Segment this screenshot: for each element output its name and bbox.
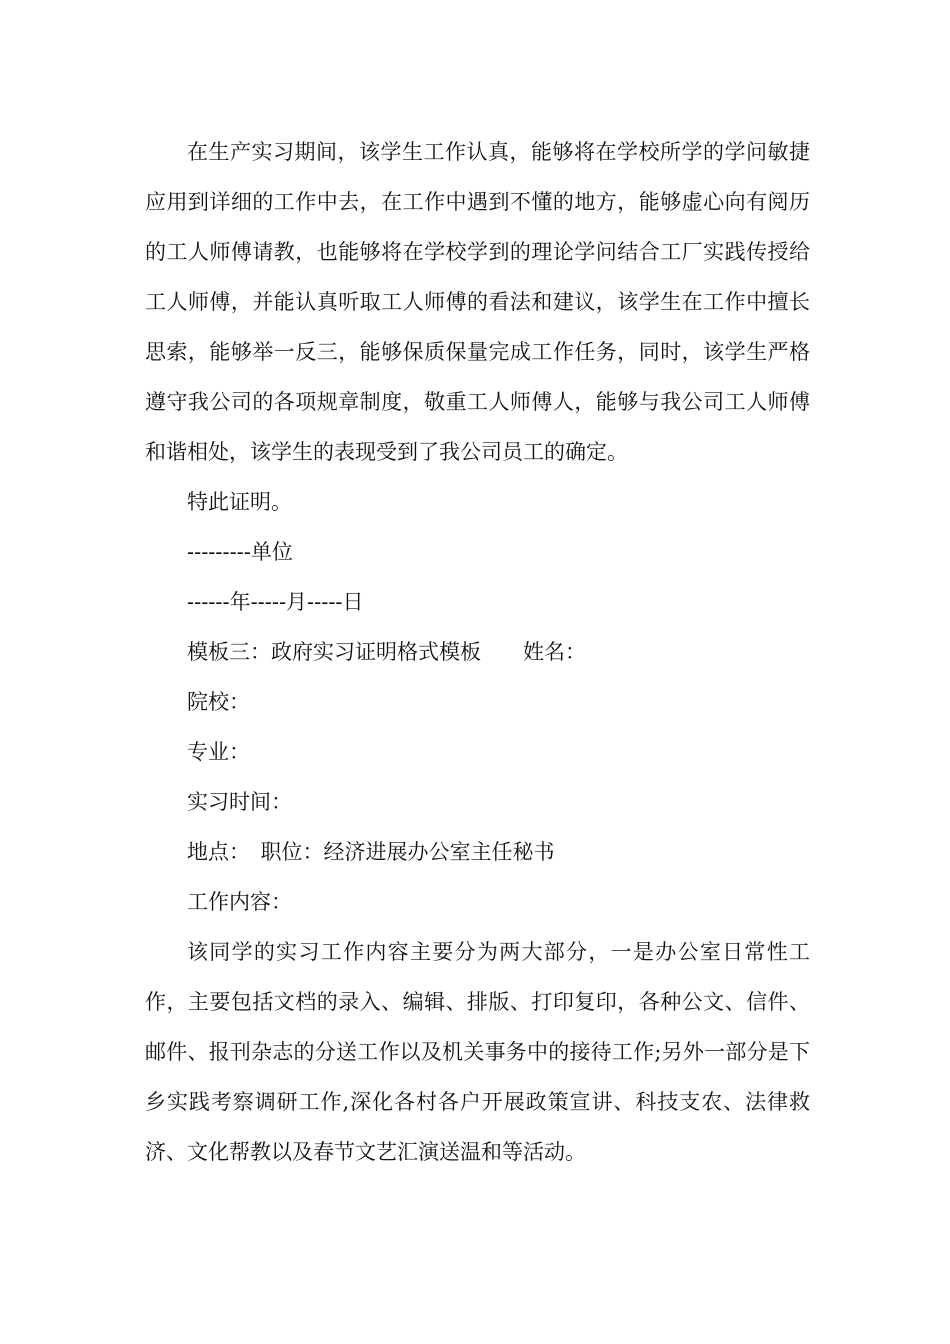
internship-evaluation-paragraph: 在生产实习期间，该学生工作认真，能够将在学校所学的学问敏捷应用到详细的工作中去，在工作中遇到不懂的地方，能够虚心向有阅历的工人师傅请教，也能够将在学校学到的理论学问结合工厂实践传授给工人师傅，并能认真听取工人师傅的看法和建议，该学生在工作中擅长思索，能够举一反三，能够保质保量完成工作任务，同时，该学生严格遵守我公司的各项规章制度，敬重工人师傅人，能够与我公司工人师傅和谐相处，该学生的表现受到了我公司员工的确定。 (145, 140, 810, 464)
major-field: 专业： (187, 740, 250, 764)
template-heading: 模板三：政府实习证明格式模板 姓名： (187, 640, 586, 664)
date-line: ------年-----月-----日 (187, 590, 364, 614)
certification-statement: 特此证明。 (187, 490, 292, 514)
school-field: 院校： (187, 690, 250, 714)
unit-signature-line: ---------单位 (187, 540, 293, 564)
document-body (145, 127, 810, 1177)
work-content-label: 工作内容： (187, 890, 292, 914)
intern-time-field: 实习时间： (187, 790, 292, 814)
work-content-paragraph: 该同学的实习工作内容主要分为两大部分，一是办公室日常性工作，主要包括文档的录入、编辑、排版、打印复印，各种公文、信件、邮件、报刊杂志的分送工作以及机关事务中的接待工作;另外一部分是下乡实践考察调研工作,深化各村各户开展政策宣讲、科技支农、法律救济、文化帮教以及春节文艺汇演送温和等活动。 (145, 940, 810, 1164)
location-position-field: 地点： 职位：经济进展办公室主任秘书 (187, 840, 555, 864)
